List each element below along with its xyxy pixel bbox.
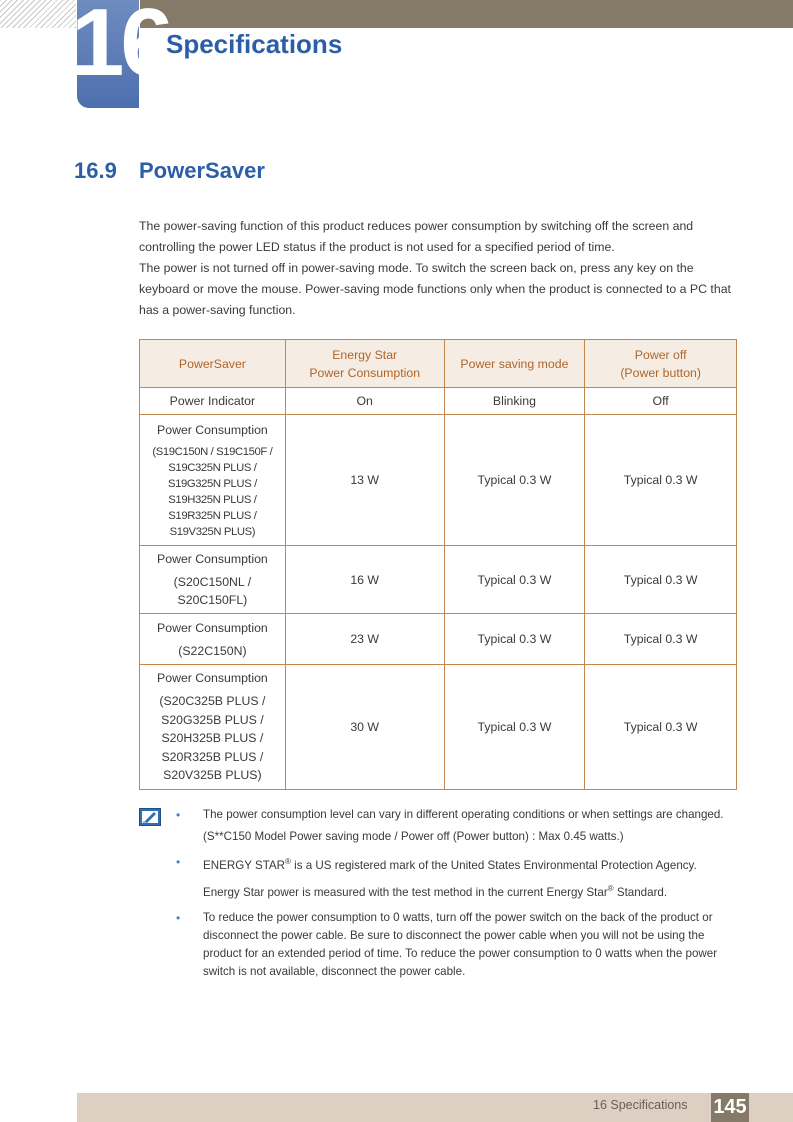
row-label-cell	[140, 614, 286, 665]
note-text: To reduce the power consumption to 0 watts, turn off the power switch on the back of the product or disconnect the power cable. Be sure to disconnect the power cable when you will not be using the product for an extended period of time. To reduce the power consumption to 0 watts when the power switch is not available, disconnect the power cable.	[203, 910, 718, 978]
intro-text	[139, 216, 739, 321]
header-energy-star: Energy Star Power Consumption	[285, 340, 444, 388]
cell-saving: Typical 0.3 W	[444, 546, 585, 614]
header-powersaver: PowerSaver	[140, 340, 286, 388]
decorative-hatch	[0, 0, 76, 28]
cell-on: 13 W	[285, 415, 444, 546]
header-bar	[140, 0, 793, 28]
note-icon	[139, 808, 161, 826]
powersaver-table	[139, 339, 737, 790]
table-row	[140, 614, 737, 665]
row-label: Power Indicator	[140, 388, 286, 415]
row-label: Power Consumption	[157, 422, 268, 437]
note-subtext: (S**C150 Model Power saving mode / Power off (Power button) : Max 0.45 watts.)	[203, 830, 624, 843]
chapter-number: 16	[71, 0, 170, 96]
cell-saving: Blinking	[444, 388, 585, 415]
cell-off: Typical 0.3 W	[585, 415, 737, 546]
table-row	[140, 546, 737, 614]
cell-off: Typical 0.3 W	[585, 665, 737, 790]
footer-section-label: 16 Specifications	[593, 1098, 688, 1112]
row-label-cell	[140, 415, 286, 546]
table-row	[140, 388, 737, 415]
note-text: The power consumption level can vary in different operating conditions or when settings are changed.	[203, 808, 724, 821]
table-row	[140, 665, 737, 790]
cell-on: On	[285, 388, 444, 415]
note-text: ENERGY STAR® is a US registered mark of the United States Environmental Protection Agency.	[203, 857, 697, 872]
header-power-off: Power off (Power button)	[585, 340, 737, 388]
row-label: Power Consumption	[157, 620, 268, 635]
model-list: (S22C150N)	[178, 643, 247, 658]
model-list: (S20C150NL / S20C150FL)	[173, 575, 252, 607]
note-subtext: Energy Star power is measured with the test method in the current Energy Star® Standard.	[203, 883, 668, 899]
row-label: Power Consumption	[157, 671, 268, 686]
bullet-icon: •	[176, 855, 181, 869]
model-list: (S20C325B PLUS / S20G325B PLUS / S20H325B PLUS / S20R325B PLUS / S20V325B PLUS)	[159, 694, 266, 783]
list-item	[176, 909, 736, 981]
section-number: 16.9	[74, 158, 117, 183]
notes-list	[176, 806, 736, 981]
row-label-cell	[140, 665, 286, 790]
cell-on: 16 W	[285, 546, 444, 614]
page-number: 145	[711, 1093, 749, 1122]
cell-off: Typical 0.3 W	[585, 614, 737, 665]
bullet-icon: •	[176, 910, 181, 925]
list-item	[176, 806, 736, 824]
table-header-row	[140, 340, 737, 388]
list-item	[176, 853, 736, 875]
cell-saving: Typical 0.3 W	[444, 665, 585, 790]
chapter-title: Specifications	[166, 29, 343, 59]
header-power-saving-mode: Power saving mode	[444, 340, 585, 388]
cell-off: Off	[585, 388, 737, 415]
table-row	[140, 415, 737, 546]
chapter-number-tab	[71, 0, 170, 108]
cell-off: Typical 0.3 W	[585, 546, 737, 614]
row-label-cell	[140, 546, 286, 614]
intro-paragraph: The power-saving function of this product reduces power consumption by switching off the screen and controlling the power LED status if the product is not used for a specified period of time.	[139, 219, 694, 254]
intro-paragraph: The power is not turned off in power-saving mode. To switch the screen back on, press any key on the keyboard or move the mouse. Power-saving mode functions only when the product is connected to a PC that has a power-saving function.	[139, 261, 731, 317]
model-list: (S19C150N / S19C150F / S19C325N PLUS / S19G325N PLUS / S19H325N PLUS / S19R325N PLUS / S19V325N PLUS)	[152, 445, 273, 538]
row-label: Power Consumption	[157, 552, 268, 566]
bullet-icon: •	[176, 808, 181, 822]
cell-on: 30 W	[285, 665, 444, 790]
cell-on: 23 W	[285, 614, 444, 665]
section-heading	[74, 158, 265, 184]
cell-saving: Typical 0.3 W	[444, 614, 585, 665]
cell-saving: Typical 0.3 W	[444, 415, 585, 546]
section-title: PowerSaver	[139, 158, 265, 183]
